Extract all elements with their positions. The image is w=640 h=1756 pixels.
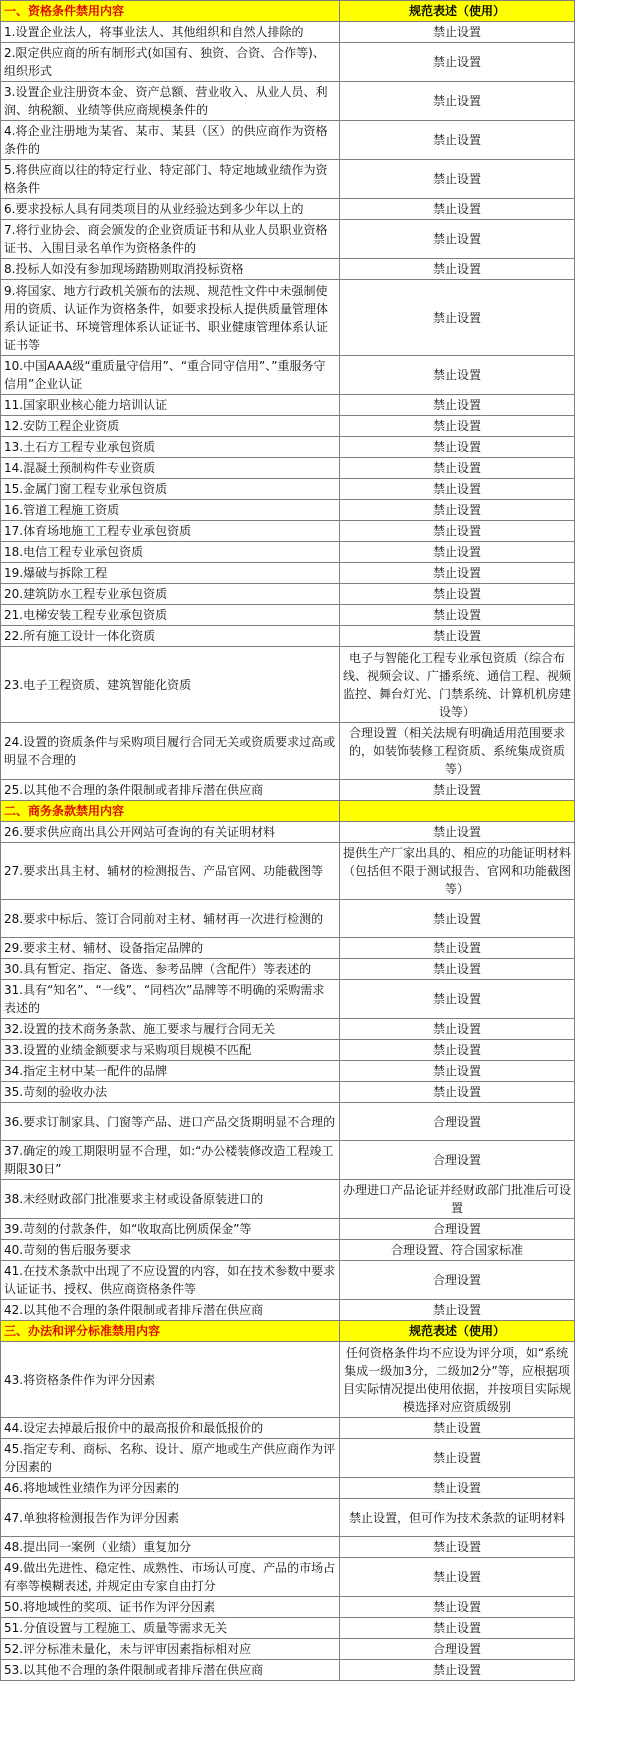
prohibited-item: 15.金属门窗工程专业承包资质 [1, 479, 340, 500]
prohibited-item: 22.所有施工设计一体化资质 [1, 626, 340, 647]
table-row [1, 43, 575, 82]
table-row [1, 1597, 575, 1618]
table-row [1, 22, 575, 43]
standard-expression: 禁止设置 [340, 82, 575, 121]
table-row [1, 160, 575, 199]
standard-expression: 禁止设置 [340, 1478, 575, 1499]
standard-expression: 合理设置、符合国家标准 [340, 1240, 575, 1261]
table-row [1, 121, 575, 160]
standard-expression: 禁止设置 [340, 199, 575, 220]
prohibited-item: 12.安防工程企业资质 [1, 416, 340, 437]
prohibited-item: 27.要求出具主材、辅材的检测报告、产品官网、功能截图等 [1, 843, 340, 900]
prohibited-item: 23.电子工程资质、建筑智能化资质 [1, 647, 340, 723]
standard-expression: 禁止设置 [340, 259, 575, 280]
prohibited-item: 39.苛刻的付款条件，如“收取高比例质保金”等 [1, 1219, 340, 1240]
table-row [1, 647, 575, 723]
table-body [1, 1, 575, 1681]
table-row [1, 500, 575, 521]
section-header-row [1, 801, 575, 822]
prohibited-item: 46.将地域性业绩作为评分因素的 [1, 1478, 340, 1499]
standard-expression: 禁止设置 [340, 280, 575, 356]
prohibited-item: 43.将资格条件作为评分因素 [1, 1342, 340, 1418]
table-row [1, 395, 575, 416]
section-column-header [340, 801, 575, 822]
prohibited-item: 2.限定供应商的所有制形式(如国有、独资、合资、合作等)、组织形式 [1, 43, 340, 82]
section-header-row [1, 1321, 575, 1342]
section-title: 一、资格条件禁用内容 [1, 1, 340, 22]
table-row [1, 980, 575, 1019]
standard-expression: 禁止设置 [340, 1019, 575, 1040]
prohibited-item: 29.要求主材、辅材、设备指定品牌的 [1, 938, 340, 959]
standard-expression: 合理设置 [340, 1639, 575, 1660]
standard-expression: 禁止设置 [340, 605, 575, 626]
standard-expression: 禁止设置 [340, 1558, 575, 1597]
table-row [1, 1537, 575, 1558]
table-row [1, 822, 575, 843]
standard-expression: 禁止设置 [340, 584, 575, 605]
prohibited-item: 37.确定的竣工期限明显不合理，如:“办公楼装修改造工程竣工期限30日” [1, 1141, 340, 1180]
standard-expression: 禁止设置 [340, 521, 575, 542]
standard-expression: 禁止设置 [340, 160, 575, 199]
standard-expression: 禁止设置 [340, 356, 575, 395]
prohibited-item: 5.将供应商以往的特定行业、特定部门、特定地域业绩作为资格条件 [1, 160, 340, 199]
table-row [1, 1103, 575, 1141]
prohibited-item: 32.设置的技术商务条款、施工要求与履行合同无关 [1, 1019, 340, 1040]
table-row [1, 1342, 575, 1418]
prohibited-item: 1.设置企业法人，将事业法人、其他组织和自然人排除的 [1, 22, 340, 43]
prohibited-item: 47.单独将检测报告作为评分因素 [1, 1499, 340, 1537]
standard-expression: 合理设置 [340, 1219, 575, 1240]
standard-expression: 提供生产厂家出具的、相应的功能证明材料（包括但不限于测试报告、官网和功能截图等） [340, 843, 575, 900]
prohibited-item: 30.具有暂定、指定、备选、参考品牌（含配件）等表述的 [1, 959, 340, 980]
table-row [1, 479, 575, 500]
table-row [1, 938, 575, 959]
table-row [1, 843, 575, 900]
prohibited-item: 38.未经财政部门批准要求主材或设备原装进口的 [1, 1180, 340, 1219]
section-header-row [1, 1, 575, 22]
standard-expression: 禁止设置 [340, 1082, 575, 1103]
prohibited-item: 4.将企业注册地为某省、某市、某县（区）的供应商作为资格条件的 [1, 121, 340, 160]
prohibited-item: 16.管道工程施工资质 [1, 500, 340, 521]
standard-expression: 禁止设置 [340, 22, 575, 43]
standard-expression: 合理设置 [340, 1261, 575, 1300]
standard-expression: 禁止设置 [340, 1597, 575, 1618]
table-row [1, 1418, 575, 1439]
prohibited-item: 9.将国家、地方行政机关颁布的法规、规范性文件中未强制使用的资质、认证作为资格条件，如要求投标人提供质量管理体系认证证书、环境管理体系认证证书、职业健康管理体系认证证书等 [1, 280, 340, 356]
table-row [1, 259, 575, 280]
table-row [1, 1558, 575, 1597]
table-row [1, 82, 575, 121]
standard-expression: 禁止设置 [340, 458, 575, 479]
table-row [1, 1219, 575, 1240]
prohibited-item: 25.以其他不合理的条件限制或者排斥潜在供应商 [1, 780, 340, 801]
table-row [1, 584, 575, 605]
table-row [1, 959, 575, 980]
prohibited-item: 20.建筑防水工程专业承包资质 [1, 584, 340, 605]
standard-expression: 合理设置 [340, 1141, 575, 1180]
table-row [1, 1061, 575, 1082]
table-row [1, 1639, 575, 1660]
table-row [1, 521, 575, 542]
prohibited-item: 53.以其他不合理的条件限制或者排斥潜在供应商 [1, 1660, 340, 1681]
standard-expression: 禁止设置 [340, 121, 575, 160]
table-row [1, 1180, 575, 1219]
standard-expression: 禁止设置 [340, 395, 575, 416]
table-row [1, 1082, 575, 1103]
standard-expression: 禁止设置 [340, 500, 575, 521]
table-row [1, 1618, 575, 1639]
table-row [1, 1019, 575, 1040]
table-row [1, 1040, 575, 1061]
standard-expression: 禁止设置 [340, 220, 575, 259]
prohibited-item: 34.指定主材中某一配件的品牌 [1, 1061, 340, 1082]
table-row [1, 1478, 575, 1499]
standard-expression: 任何资格条件均不应设为评分项，如“系统集成一级加3分，二级加2分”等，应根据项目实际情况提出使用依据，并按项目实际规模选择对应资质级别 [340, 1342, 575, 1418]
table-row [1, 416, 575, 437]
standard-expression: 禁止设置 [340, 1300, 575, 1321]
prohibited-item: 42.以其他不合理的条件限制或者排斥潜在供应商 [1, 1300, 340, 1321]
prohibited-item: 11.国家职业核心能力培训认证 [1, 395, 340, 416]
prohibited-item: 35.苛刻的验收办法 [1, 1082, 340, 1103]
prohibited-item: 28.要求中标后、签订合同前对主材、辅材再一次进行检测的 [1, 900, 340, 938]
table-row [1, 900, 575, 938]
standard-expression: 禁止设置 [340, 1040, 575, 1061]
standard-expression: 电子与智能化工程专业承包资质（综合布线、视频会议、广播系统、通信工程、视频监控、舞台灯光、门禁系统、计算机机房建设等） [340, 647, 575, 723]
standard-expression: 禁止设置 [340, 479, 575, 500]
standard-expression: 禁止设置 [340, 1618, 575, 1639]
prohibited-item: 50.将地域性的奖项、证书作为评分因素 [1, 1597, 340, 1618]
standard-expression: 禁止设置 [340, 959, 575, 980]
standard-expression: 禁止设置 [340, 1061, 575, 1082]
section-title: 三、办法和评分标准禁用内容 [1, 1321, 340, 1342]
prohibited-item: 33.设置的业绩金额要求与采购项目规模不匹配 [1, 1040, 340, 1061]
prohibited-item: 45.指定专利、商标、名称、设计、原产地或生产供应商作为评分因素的 [1, 1439, 340, 1478]
prohibited-item: 14.混凝土预制构件专业资质 [1, 458, 340, 479]
prohibited-item: 8.投标人如没有参加现场踏勘则取消投标资格 [1, 259, 340, 280]
standard-expression: 办理进口产品论证并经财政部门批准后可设置 [340, 1180, 575, 1219]
table-row [1, 1240, 575, 1261]
standard-expression: 禁止设置 [340, 626, 575, 647]
standard-expression: 禁止设置 [340, 980, 575, 1019]
standard-expression: 禁止设置 [340, 437, 575, 458]
prohibited-item: 48.提出同一案例（业绩）重复加分 [1, 1537, 340, 1558]
standard-expression: 禁止设置 [340, 822, 575, 843]
prohibited-item: 17.体育场地施工工程专业承包资质 [1, 521, 340, 542]
standard-expression: 禁止设置 [340, 1660, 575, 1681]
prohibited-item: 19.爆破与拆除工程 [1, 563, 340, 584]
prohibited-item: 21.电梯安装工程专业承包资质 [1, 605, 340, 626]
prohibited-item: 44.设定去掉最后报价中的最高报价和最低报价的 [1, 1418, 340, 1439]
prohibited-item: 36.要求订制家具、门窗等产品、进口产品交货期明显不合理的 [1, 1103, 340, 1141]
prohibited-item: 3.设置企业注册资本金、资产总额、营业收入、从业人员、利润、纳税额、业绩等供应商规模条件的 [1, 82, 340, 121]
prohibited-item: 40.苛刻的售后服务要求 [1, 1240, 340, 1261]
table-row [1, 1439, 575, 1478]
prohibited-item: 51.分值设置与工程施工、质量等需求无关 [1, 1618, 340, 1639]
table-row [1, 542, 575, 563]
table-row [1, 780, 575, 801]
prohibited-item: 49.做出先进性、稳定性、成熟性、市场认可度、产品的市场占有率等模糊表述, 并规定由专家自由打分 [1, 1558, 340, 1597]
prohibited-item: 41.在技术条款中出现了不应设置的内容，如在技术参数中要求认证证书、授权、供应商资格条件等 [1, 1261, 340, 1300]
table-row [1, 458, 575, 479]
prohibited-item: 18.电信工程专业承包资质 [1, 542, 340, 563]
standard-expression: 禁止设置 [340, 1439, 575, 1478]
prohibited-item: 10.中国AAA级“重质量守信用”、“重合同守信用”、”重服务守信用”企业认证 [1, 356, 340, 395]
section-column-header: 规范表述（使用） [340, 1321, 575, 1342]
standard-expression: 禁止设置 [340, 1537, 575, 1558]
standard-expression: 禁止设置 [340, 43, 575, 82]
standard-expression: 合理设置（相关法规有明确适用范围要求的，如装饰装修工程资质、系统集成资质等） [340, 723, 575, 780]
prohibited-item: 6.要求投标人具有同类项目的从业经验达到多少年以上的 [1, 199, 340, 220]
prohibited-item: 26.要求供应商出具公开网站可查询的有关证明材料 [1, 822, 340, 843]
table-row [1, 1300, 575, 1321]
table-row [1, 280, 575, 356]
prohibited-item: 31.具有“知名”、“一线”、“同档次”品牌等不明确的采购需求表述的 [1, 980, 340, 1019]
table-row [1, 356, 575, 395]
table-row [1, 605, 575, 626]
table-row [1, 220, 575, 259]
section-title: 二、商务条款禁用内容 [1, 801, 340, 822]
standard-expression: 禁止设置，但可作为技术条款的证明材料 [340, 1499, 575, 1537]
standard-expression: 禁止设置 [340, 1418, 575, 1439]
table-row [1, 1141, 575, 1180]
standard-expression: 禁止设置 [340, 563, 575, 584]
table-row [1, 723, 575, 780]
table-row [1, 1261, 575, 1300]
standard-expression: 禁止设置 [340, 416, 575, 437]
prohibited-item: 7.将行业协会、商会颁发的企业资质证书和从业人员职业资格证书、入围目录名单作为资格条件的 [1, 220, 340, 259]
prohibited-item: 24.设置的资质条件与采购项目履行合同无关或资质要求过高或明显不合理的 [1, 723, 340, 780]
table-row [1, 563, 575, 584]
table-row [1, 1660, 575, 1681]
standard-expression: 禁止设置 [340, 900, 575, 938]
prohibited-item: 52.评分标准未量化，未与评审因素指标相对应 [1, 1639, 340, 1660]
table-row [1, 1499, 575, 1537]
table-row [1, 437, 575, 458]
standard-expression: 禁止设置 [340, 938, 575, 959]
table-row [1, 199, 575, 220]
standard-expression: 禁止设置 [340, 780, 575, 801]
standard-expression: 合理设置 [340, 1103, 575, 1141]
prohibited-item: 13.土石方工程专业承包资质 [1, 437, 340, 458]
table-row [1, 626, 575, 647]
standard-expression: 禁止设置 [340, 542, 575, 563]
section-column-header: 规范表述（使用） [340, 1, 575, 22]
